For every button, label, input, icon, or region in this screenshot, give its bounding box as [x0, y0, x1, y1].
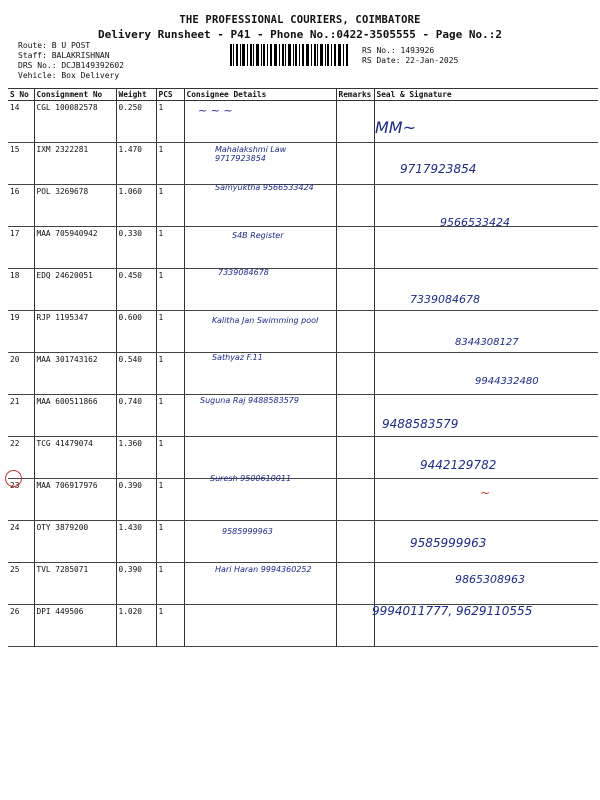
col-consignment: Consignment No	[34, 89, 116, 101]
table-row	[8, 101, 598, 143]
cell-weight: 0.740	[116, 395, 156, 437]
meta-right	[362, 46, 458, 66]
vehicle-text: Vehicle: Box Delivery	[18, 71, 120, 80]
table-row	[8, 227, 598, 269]
runsheet-table	[8, 88, 598, 647]
cell-consignee	[184, 605, 336, 647]
barcode-image	[230, 44, 348, 66]
cell-consignment: EDQ 24620051	[34, 269, 116, 311]
col-sno: S No	[8, 89, 34, 101]
cell-sno: 18	[8, 269, 34, 311]
meta-left	[18, 41, 124, 81]
cell-remarks	[336, 395, 374, 437]
cell-remarks	[336, 185, 374, 227]
cell-sno: 19	[8, 311, 34, 353]
cell-sno: 15	[8, 143, 34, 185]
table-row	[8, 437, 598, 479]
table-row	[8, 479, 598, 521]
handwriting-signature: 8344308127	[455, 337, 519, 348]
cell-signature	[374, 227, 598, 269]
cell-remarks	[336, 521, 374, 563]
handwriting-signature: 9944332480	[475, 376, 539, 387]
runsheet-subtitle: Delivery Runsheet - P41 - Phone No.:0422-3505555 - Page No.:2	[98, 28, 502, 41]
col-consignee: Consignee Details	[184, 89, 336, 101]
cell-remarks	[336, 605, 374, 647]
cell-weight: 1.360	[116, 437, 156, 479]
cell-consignment: TVL 7285071	[34, 563, 116, 605]
cell-consignee	[184, 437, 336, 479]
cell-sno: 26	[8, 605, 34, 647]
cell-signature	[374, 353, 598, 395]
cell-consignment: TCG 41479074	[34, 437, 116, 479]
handwriting-consignee: Hari Haran 9994360252	[215, 565, 312, 574]
runsheet-title: THE PROFESSIONAL COURIERS, COIMBATORE	[179, 14, 421, 26]
cell-sno: 23	[8, 479, 34, 521]
cell-remarks	[336, 269, 374, 311]
cell-pcs: 1	[156, 101, 184, 143]
cell-weight: 0.390	[116, 479, 156, 521]
cell-consignment: MAA 705940942	[34, 227, 116, 269]
cell-consignment: MAA 301743162	[34, 353, 116, 395]
table-row	[8, 353, 598, 395]
handwriting-consignee: 9585999963	[222, 527, 273, 536]
cell-consignment: POL 3269678	[34, 185, 116, 227]
handwriting-consignee: Suguna Raj 9488583579	[200, 396, 299, 405]
cell-remarks	[336, 143, 374, 185]
cell-sno: 17	[8, 227, 34, 269]
cell-consignment: RJP 1195347	[34, 311, 116, 353]
staff-text: Staff: BALAKRISHNAN	[18, 51, 110, 60]
cell-pcs: 1	[156, 311, 184, 353]
handwriting-signature: 9488583579	[382, 417, 459, 431]
handwriting-consignee: Mahalakshmi Law 9717923854	[215, 145, 287, 163]
cell-pcs: 1	[156, 395, 184, 437]
handwriting-consignee: 7339084678	[218, 268, 269, 277]
handwriting-tamil-name: ~ ~ ~	[198, 104, 233, 117]
cell-consignment: MAA 706917976	[34, 479, 116, 521]
cell-pcs: 1	[156, 227, 184, 269]
handwriting-signature: 9717923854	[400, 162, 477, 176]
cell-pcs: 1	[156, 353, 184, 395]
handwriting-signature: 9585999963	[410, 536, 487, 550]
handwriting-signature: 9566533424	[440, 216, 510, 229]
cell-remarks	[336, 101, 374, 143]
cell-weight: 1.020	[116, 605, 156, 647]
cell-pcs: 1	[156, 185, 184, 227]
route-text: Route: B U POST	[18, 41, 91, 50]
handwriting-consignee: S4B Register	[232, 231, 284, 240]
cell-weight: 0.540	[116, 353, 156, 395]
cell-remarks	[336, 437, 374, 479]
table-row	[8, 521, 598, 563]
cell-sno: 21	[8, 395, 34, 437]
cell-sno: 25	[8, 563, 34, 605]
cell-sno: 24	[8, 521, 34, 563]
cell-weight: 1.430	[116, 521, 156, 563]
rs-number: RS No.: 1493926	[362, 46, 435, 55]
col-remarks: Remarks	[336, 89, 374, 101]
handwriting-consignee: Kalitha Jan Swimming pool	[212, 316, 319, 325]
cell-consignment: CGL 100082578	[34, 101, 116, 143]
cell-sno: 22	[8, 437, 34, 479]
cell-signature	[374, 269, 598, 311]
signature-scribble: MM~	[375, 118, 417, 137]
cell-weight: 0.390	[116, 563, 156, 605]
cell-remarks	[336, 479, 374, 521]
cell-remarks	[336, 227, 374, 269]
drs-text: DRS No.: DCJB149392602	[18, 61, 124, 70]
cell-sno: 20	[8, 353, 34, 395]
cell-pcs: 1	[156, 521, 184, 563]
cell-weight: 1.060	[116, 185, 156, 227]
cell-consignee	[184, 479, 336, 521]
handwriting-signature: 7339084678	[410, 293, 480, 306]
cell-consignment: IXM 2322281	[34, 143, 116, 185]
col-pcs: PCS	[156, 89, 184, 101]
red-scribble: ~	[480, 486, 491, 500]
cell-remarks	[336, 353, 374, 395]
cell-pcs: 1	[156, 269, 184, 311]
handwriting-consignee: Suresh 9500610011	[210, 474, 292, 483]
cell-weight: 1.470	[116, 143, 156, 185]
cell-pcs: 1	[156, 479, 184, 521]
cell-pcs: 1	[156, 605, 184, 647]
cell-sno: 16	[8, 185, 34, 227]
table-header	[8, 89, 598, 101]
handwriting-signature: 9994011777, 9629110555	[372, 604, 533, 618]
handwriting-consignee: Samyuktha 9566533424	[215, 183, 314, 192]
handwriting-signature: 9865308963	[455, 573, 525, 586]
cell-pcs: 1	[156, 437, 184, 479]
red-circle-mark	[5, 470, 22, 487]
cell-remarks	[336, 311, 374, 353]
table-row	[8, 269, 598, 311]
cell-sno: 14	[8, 101, 34, 143]
rs-date: RS Date: 22-Jan-2025	[362, 56, 459, 65]
handwriting-signature: 9442129782	[420, 458, 497, 472]
cell-weight: 0.250	[116, 101, 156, 143]
cell-pcs: 1	[156, 143, 184, 185]
handwriting-consignee: Sathyaz F.11	[212, 353, 263, 362]
cell-consignment: MAA 600511866	[34, 395, 116, 437]
cell-weight: 0.330	[116, 227, 156, 269]
cell-consignment: OTY 3879200	[34, 521, 116, 563]
cell-pcs: 1	[156, 563, 184, 605]
col-signature: Seal & Signature	[374, 89, 598, 101]
cell-weight: 0.450	[116, 269, 156, 311]
cell-consignment: DPI 449506	[34, 605, 116, 647]
cell-remarks	[336, 563, 374, 605]
col-weight: Weight	[116, 89, 156, 101]
cell-weight: 0.600	[116, 311, 156, 353]
